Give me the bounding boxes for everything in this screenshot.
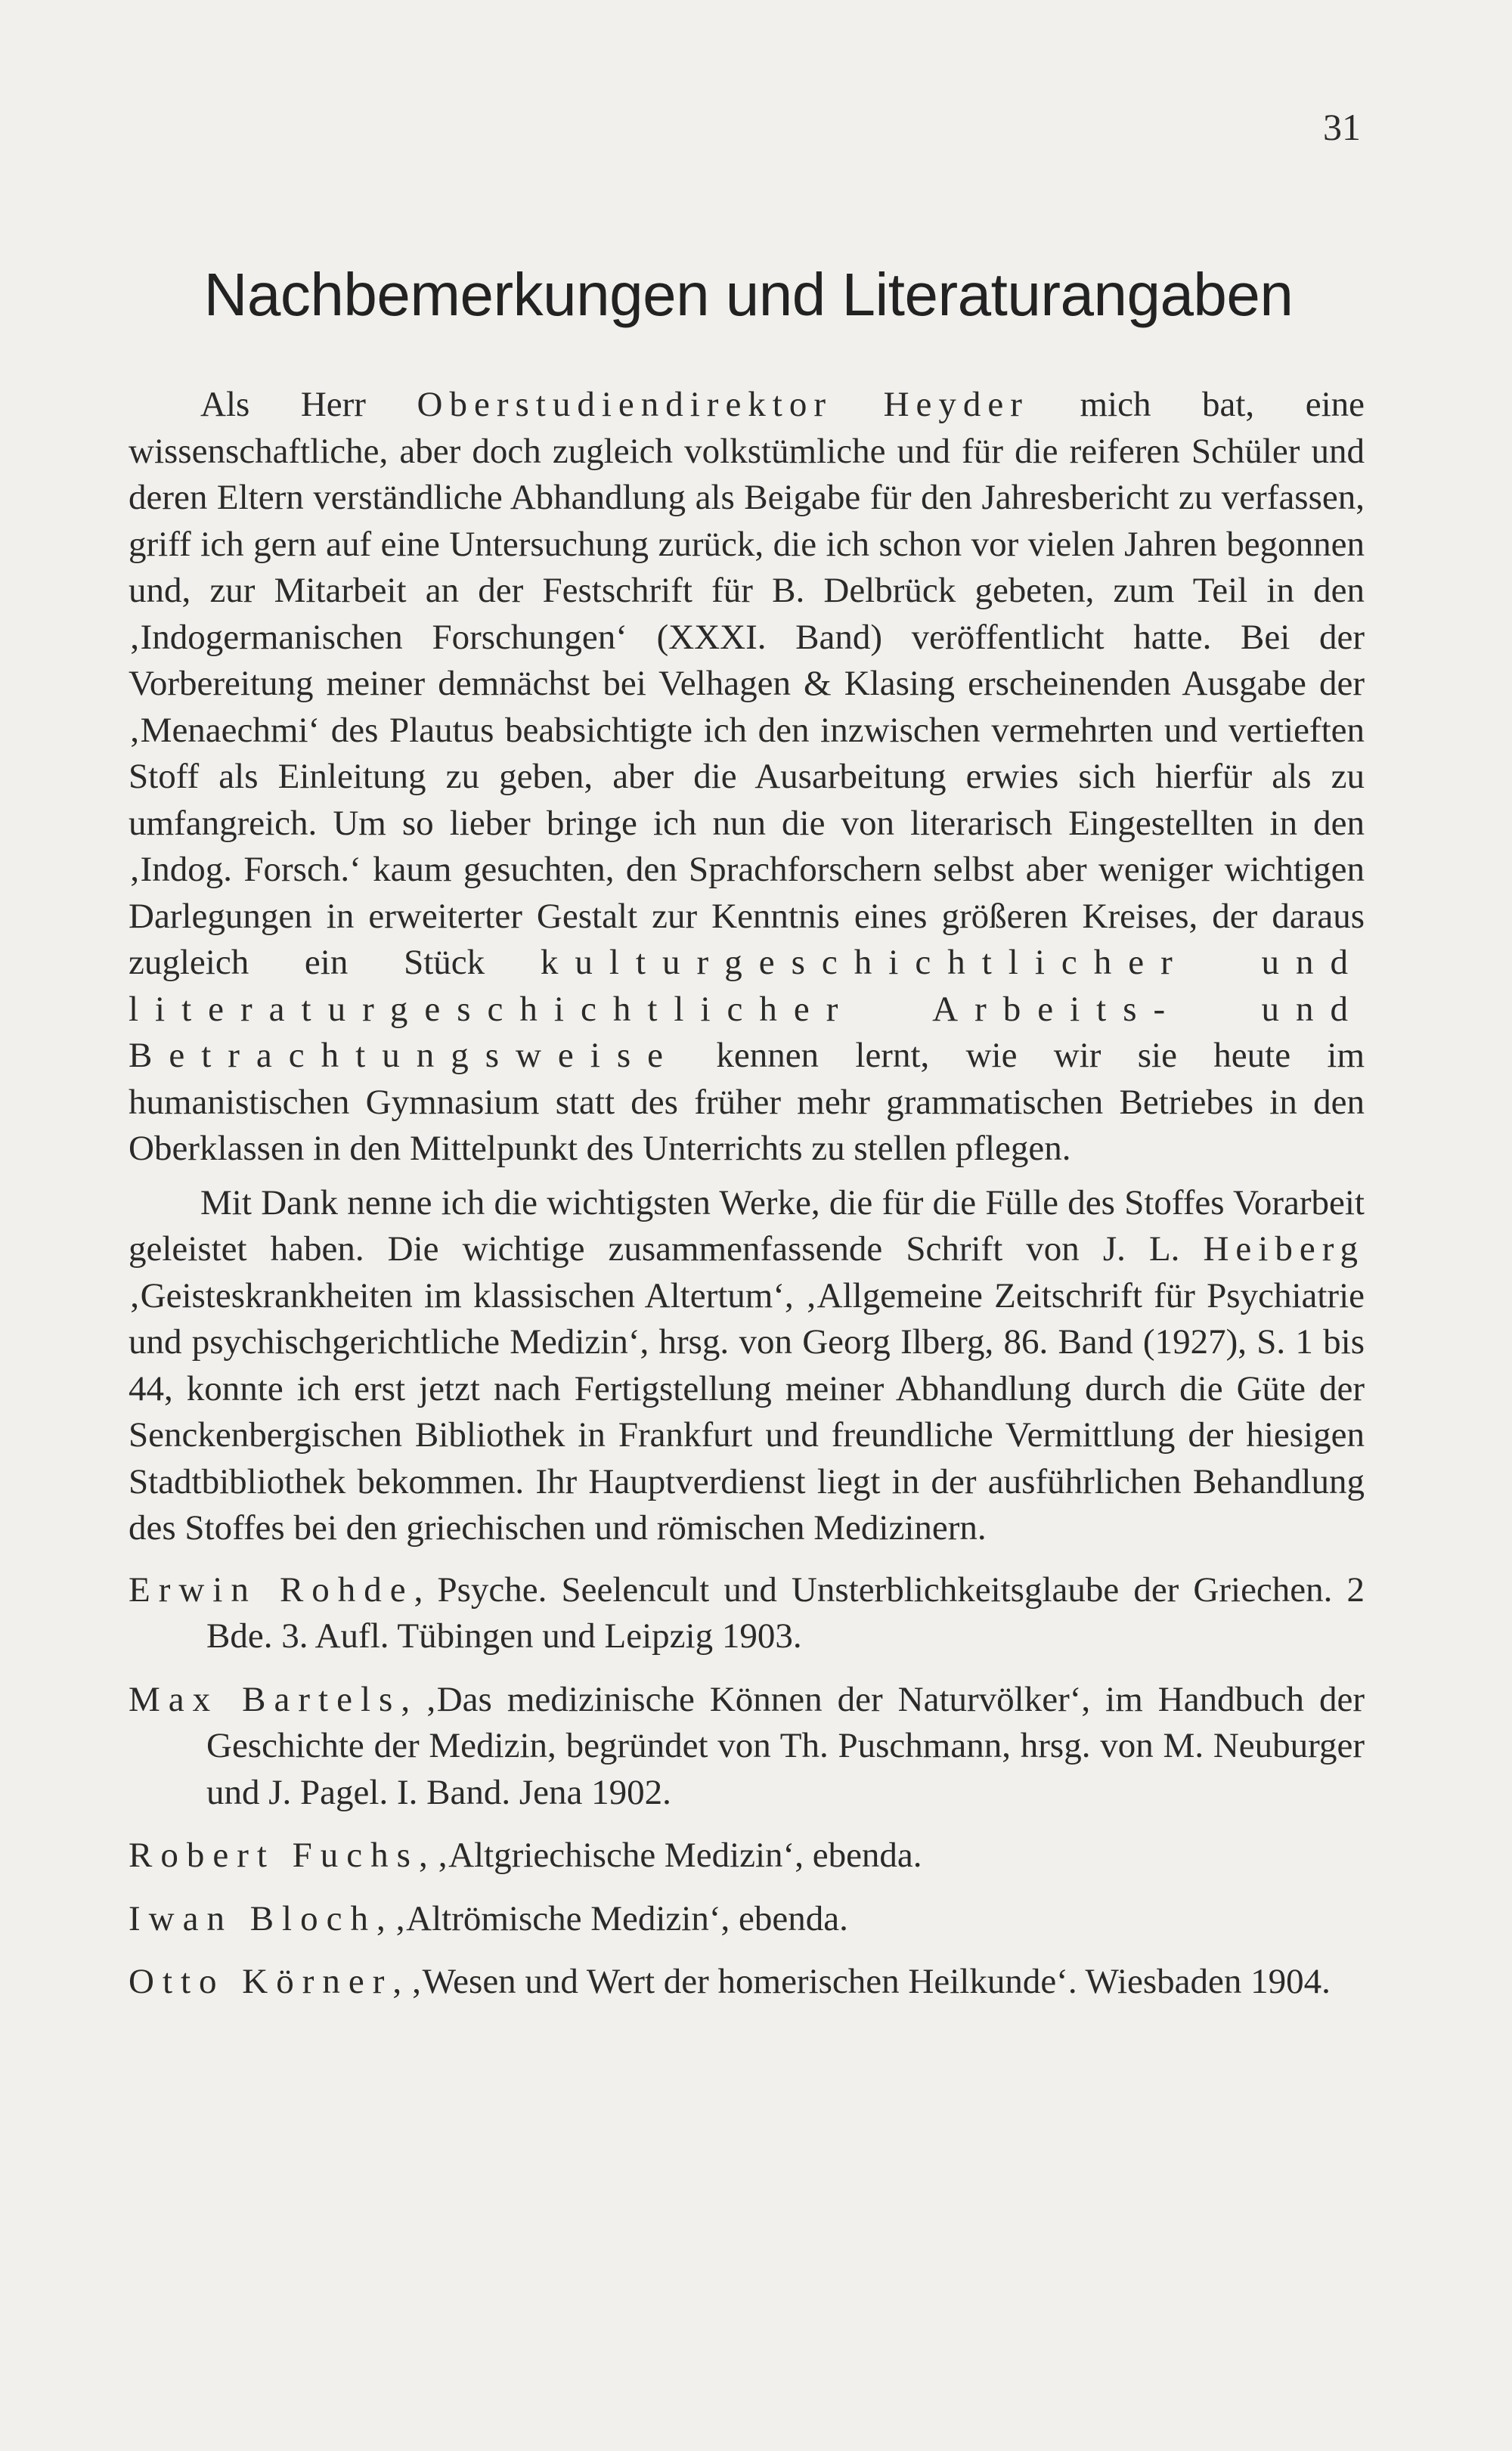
- reference-list: [129, 1567, 1365, 2006]
- reference-author: Otto Körner: [129, 1962, 393, 2001]
- reference-item: [129, 1567, 1365, 1660]
- reference-item: [129, 1833, 1365, 1879]
- section-title: Nachbemerkungen und Literaturangaben: [203, 261, 1294, 328]
- reference-item: [129, 1896, 1365, 1943]
- text-run: mich bat, eine wissenschaftliche, aber doch zugleich volkstümliche und für die reiferen Schüler und deren Eltern verständliche Abhandlung als Beigabe für den Jahresbericht zu verfassen, griff ich gern auf eine Untersuchung zurück, die ich schon vor vielen Jahren begonnen und, zur Mitarbeit an der Festschrift für B. Delbrück gebeten, zum Teil in den ‚Indogermanischen Forschungen‘ (XXXI. Band) veröffentlicht hatte. Bei der Vorbereitung meiner demnächst bei Velhagen & Klasing erscheinenden Ausgabe der ‚Menaechmi‘ des Plautus beabsichtigte ich den inzwischen vermehrten und vertieften Stoff als Einleitung zu geben, aber die Ausarbeitung erwies sich hierfür als zu umfangreich. Um so lieber bringe ich nun die von literarisch Eingestellten in den ‚Indog. Forsch.‘ kaum gesuchten, den Sprachforschern selbst aber weniger wichtigen Darlegungen in erweiterter Gestalt zur Kenntnis eines größeren Kreises, der daraus zugleich ein Stück: [129, 385, 1365, 982]
- reference-text: , ‚Wesen und Wert der homerischen Heilkunde‘. Wiesbaden 1904.: [392, 1962, 1331, 2001]
- text-run: Als Herr: [200, 385, 417, 424]
- reference-text: , ‚Altgriechische Medizin‘, ebenda.: [418, 1836, 922, 1875]
- emphasis-title: Oberstudiendirektor: [417, 385, 833, 424]
- text-run: kennen lernt, wie wir sie heute im humanistischen Gymnasium statt des früher mehr grammatischen Betriebes in den Oberklassen in den Mittelpunkt des Unterrichts zu stellen pflegen.: [129, 1036, 1365, 1168]
- text-run: ‚Geisteskrankheiten im klassischen Altertum‘, ‚Allgemeine Zeitschrift für Psychiatrie und psychischgerichtliche Medizin‘, hrsg. von Georg Ilberg, 86. Band (1927), S. 1 bis 44, konnte ich erst jetzt nach Fertigstellung meiner Abhandlung durch die Güte der Senckenbergischen Bibliothek in Frankfurt und freundliche Vermittlung der hiesigen Stadtbibliothek bekommen. Ihr Hauptverdienst liegt in der ausführlichen Behandlung des Stoffes bei den griechischen und römischen Medizinern.: [129, 1275, 1365, 1548]
- reference-text: , Psyche. Seelencult und Unsterblichkeitsglaube der Griechen. 2 Bde. 3. Aufl. Tübingen und Leipzig 1903.: [206, 1569, 1365, 1656]
- page-number: 31: [1323, 106, 1361, 148]
- text-run: [832, 385, 884, 424]
- emphasis-phrase: kulturgeschichtlicher und literaturgeschichtlicher Arbeits- und Betrachtungsweise: [129, 943, 1365, 1075]
- emphasis-name: Heyder: [883, 385, 1029, 424]
- paragraph-sources: [129, 1180, 1365, 1552]
- text-run: Mit Dank nenne ich die wichtigsten Werke, die für die Fülle des Stoffes Vorarbeit geleistet haben. Die wichtige zusammenfassende Schrift von J. L.: [129, 1182, 1365, 1269]
- reference-author: Iwan Bloch: [129, 1898, 376, 1938]
- reference-item: [129, 1959, 1365, 2006]
- reference-text: , ‚Altrömische Medizin‘, ebenda.: [376, 1898, 848, 1938]
- reference-author: Max Bartels: [129, 1679, 401, 1719]
- reference-text: , ‚Das medizinische Können der Naturvölker‘, im Handbuch der Geschichte der Medizin, begründet von Th. Puschmann, hrsg. von M. Neuburger und J. Pagel. I. Band. Jena 1902.: [206, 1679, 1365, 1812]
- paragraph-intro: [129, 382, 1365, 1173]
- emphasis-name: Heiberg: [1203, 1229, 1365, 1269]
- body-text: [129, 382, 1365, 2022]
- reference-author: Erwin Rohde: [129, 1569, 414, 1610]
- reference-author: Robert Fuchs: [129, 1836, 419, 1875]
- reference-item: [129, 1677, 1365, 1817]
